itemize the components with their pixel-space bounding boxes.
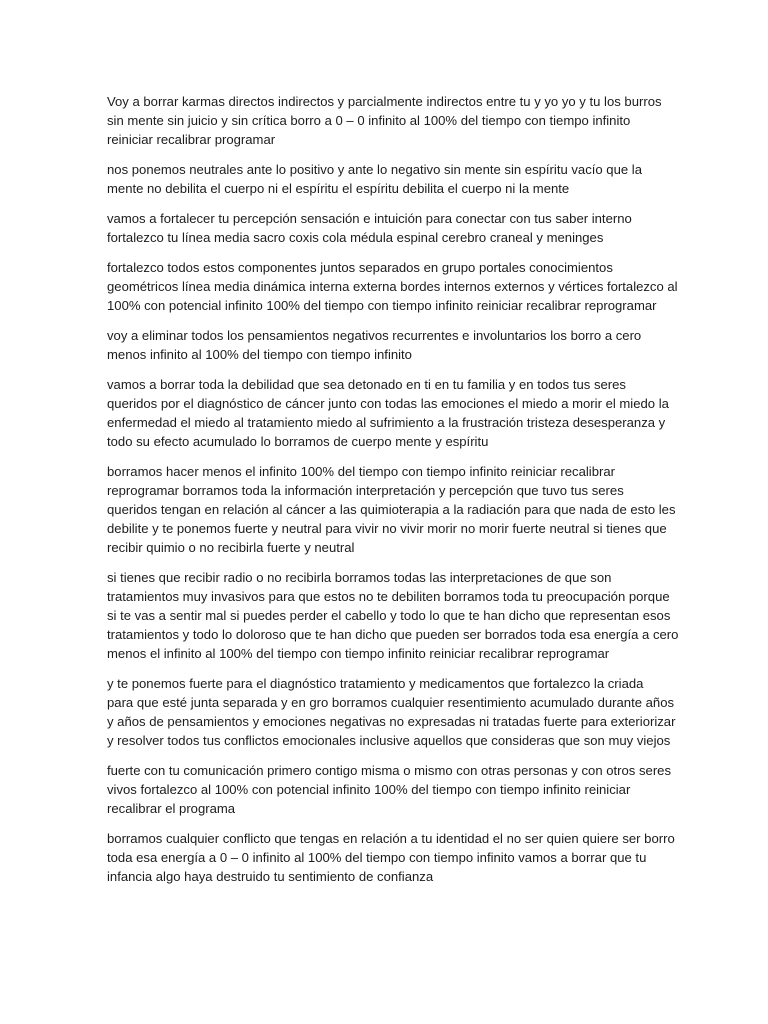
paragraph-line: mente no debilita el cuerpo ni el espíritu el espíritu debilita el cuerpo ni la mente (107, 181, 570, 196)
paragraph-line: enfermedad el miedo al tratamiento miedo al sufrimiento a la frustración tristeza desesperanza y (107, 415, 666, 430)
paragraph-line: menos infinito al 100% del tiempo con tiempo infinito (107, 347, 412, 362)
paragraph-line: menos el infinito al 100% del tiempo con tiempo infinito reiniciar recalibrar reprogramar (107, 646, 610, 661)
paragraph-line: toda esa energía a 0 – 0 infinito al 100% del tiempo con tiempo infinito vamos a borrar que tu (107, 850, 647, 865)
paragraph-line: infancia algo haya destruido tu sentimiento de confianza (107, 869, 434, 884)
paragraph (107, 375, 667, 451)
document-body (107, 92, 679, 897)
paragraph-line: sin mente sin juicio y sin crítica borro a 0 – 0 infinito al 100% del tiempo con tiempo infinito (107, 113, 631, 128)
paragraph (107, 209, 667, 247)
paragraph-line: fortalezco tu línea media sacro coxis cola médula espinal cerebro craneal y meninges (107, 230, 604, 245)
paragraph (107, 674, 676, 750)
paragraph-line: vamos a borrar toda la debilidad que sea detonado en ti en tu familia y en todos tus seres (107, 377, 626, 392)
paragraph-line: y años de pensamientos y emociones negativas no expresadas ni tratadas fuerte para exteriorizar (107, 714, 676, 729)
paragraph-line: fortalezco todos estos componentes juntos separados en grupo portales conocimientos (107, 260, 613, 275)
paragraph-line: queridos por el diagnóstico de cáncer junto con todas las emociones el miedo a morir el miedo la (107, 396, 669, 411)
paragraph-line: recalibrar el programa (107, 801, 236, 816)
paragraph-line: todo su efecto acumulado lo borramos de cuerpo mente y espíritu (107, 434, 489, 449)
paragraph (107, 258, 678, 315)
paragraph-line: tratamientos muy invasivos para que estos no te debiliten borramos toda tu preocupación porque (107, 589, 670, 604)
paragraph (107, 829, 675, 886)
paragraph-line: borramos cualquier conflicto que tengas en relación a tu identidad el no ser quien quiere ser borro (107, 831, 675, 846)
paragraph (107, 92, 667, 149)
paragraph (107, 326, 667, 364)
paragraph-line: si tienes que recibir radio o no recibirla borramos todas las interpretaciones de que son (107, 570, 612, 585)
paragraph-line: nos ponemos neutrales ante lo positivo y ante lo negativo sin mente sin espíritu vacío que la (107, 162, 642, 177)
paragraph-line: reprogramar borramos toda la información interpretación y percepción que tuvo tus seres (107, 483, 624, 498)
paragraph-line: si te vas a sentir mal si puedes perder el cabello y todo lo que te han dicho que representan esos (107, 608, 671, 623)
paragraph-line: 100% con potencial infinito 100% del tiempo con tiempo infinito reiniciar recalibrar reprogramar (107, 298, 657, 313)
paragraph-line: reiniciar recalibrar programar (107, 132, 276, 147)
paragraph-line: borramos hacer menos el infinito 100% del tiempo con tiempo infinito reiniciar recalibrar (107, 464, 615, 479)
paragraph-line: vivos fortalezco al 100% con potencial infinito 100% del tiempo con tiempo infinito reiniciar (107, 782, 631, 797)
paragraph-line: vamos a fortalecer tu percepción sensación e intuición para conectar con tus saber interno (107, 211, 632, 226)
paragraph (107, 462, 676, 557)
paragraph-line: voy a eliminar todos los pensamientos negativos recurrentes e involuntarios los borro a cero (107, 328, 642, 343)
paragraph-line: tratamientos y todo lo doloroso que te han dicho que pueden ser borrados toda esa energía a cero (107, 627, 679, 642)
paragraph-line: para que esté junta separada y en gro borramos cualquier resentimiento acumulado durante años (107, 695, 675, 710)
paragraph-line: geométricos línea media dinámica interna externa bordes internos externos y vértices fortalezco al (107, 279, 678, 294)
paragraph-line: Voy a borrar karmas directos indirectos y parcialmente indirectos entre tu y yo yo y tu los burros (107, 94, 662, 109)
paragraph (107, 568, 679, 663)
paragraph (107, 160, 667, 198)
paragraph-line: debilite y te ponemos fuerte y neutral para vivir no vivir morir no morir fuerte neutral si tienes que (107, 521, 667, 536)
paragraph-line: y te ponemos fuerte para el diagnóstico tratamiento y medicamentos que fortalezco la criada (107, 676, 644, 691)
paragraph-line: y resolver todos tus conflictos emocionales inclusive aquellos que consideras que son muy viejos (107, 733, 671, 748)
paragraph-line: recibir quimio o no recibirla fuerte y neutral (107, 540, 355, 555)
paragraph-line: fuerte con tu comunicación primero contigo misma o mismo con otras personas y con otros seres (107, 763, 672, 778)
paragraph (107, 761, 672, 818)
paragraph-line: queridos tengan en relación al cáncer a las quimioterapia a la radiación para que nada de esto les (107, 502, 676, 517)
